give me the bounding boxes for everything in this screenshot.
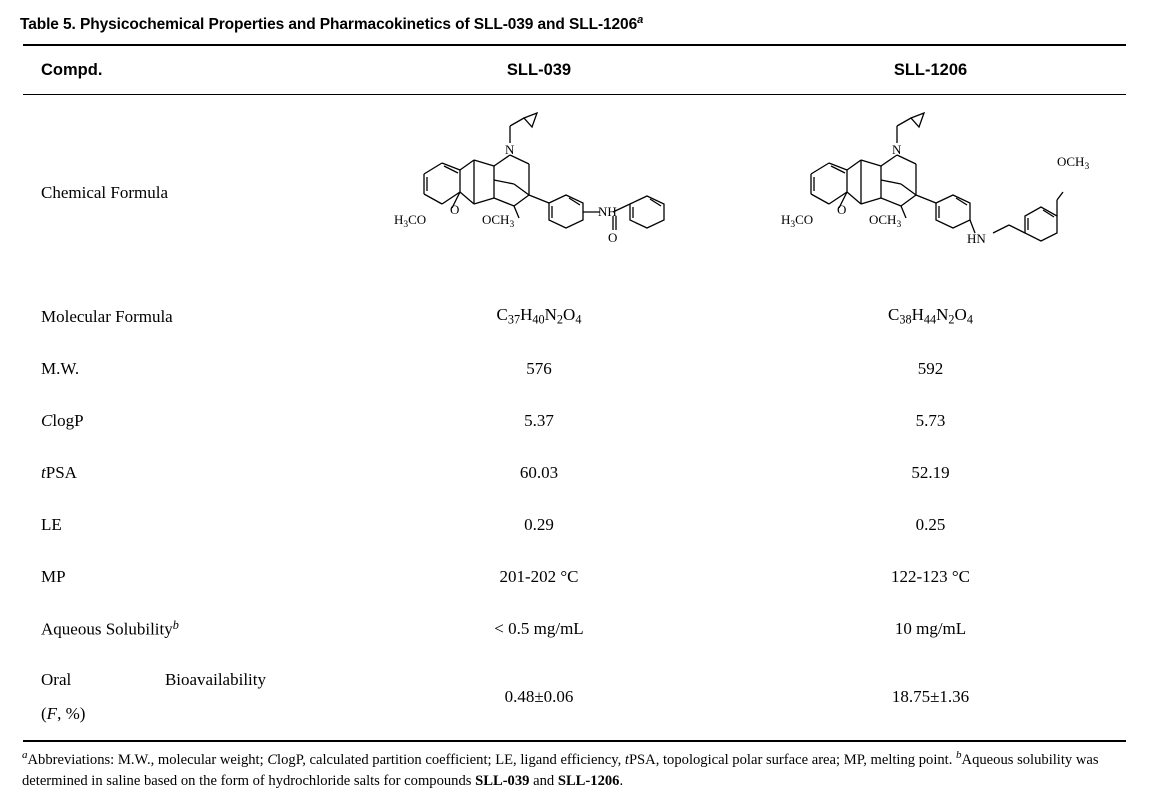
oral-label-word-bioavailability: Bioavailability (164, 669, 266, 689)
value-mp-a: 201-202 °C (499, 566, 579, 586)
table-row (23, 95, 1126, 291)
value-aqueous-solubility-b: 10 mg/mL (894, 618, 967, 638)
row-label-aqueous-solubility-text: Aqueous Solubility (41, 619, 173, 639)
row-label-mw: M.W. (41, 359, 80, 379)
caption-footnote-marker: a (637, 14, 644, 26)
svg-text:OCH3: $OCH_3$ (482, 212, 515, 231)
table-row (23, 655, 1126, 741)
value-clogp-a: 5.37 (524, 410, 554, 430)
oral-label-word-oral: Oral (41, 669, 72, 689)
morphinan-methoxybenzylamine-structure-icon (761, 100, 1101, 280)
svg-text:O: O (836, 202, 846, 218)
morphinan-benzamide-structure-icon (374, 100, 704, 280)
row-label-aqueous-solubility-sup: b (172, 617, 179, 632)
value-molecular-formula-b: $C_{38}H_{44}N_2O_4$ (888, 305, 973, 327)
svg-text:HN: HN (966, 231, 986, 247)
row-label-le: LE (41, 515, 62, 535)
svg-text:OCH3: $OCH_3$ (868, 212, 901, 231)
properties-table (23, 44, 1126, 742)
svg-text:O: O (450, 202, 460, 218)
value-mw-b: 592 (917, 358, 944, 378)
value-le-b: 0.25 (915, 514, 946, 534)
svg-text:H3CO: $H_3CO$ (780, 212, 813, 231)
footnote-text-b-pre: Aqueous solubility was determined in saline based on the form of hydrochloride salts for compounds (22, 751, 1099, 790)
table-row (23, 447, 1126, 499)
value-oral-bioavailability-b: 18.75±1.36 (735, 655, 1126, 741)
table-row (23, 499, 1126, 551)
oral-label-line2: (F, %) (41, 704, 86, 724)
table-row (23, 343, 1126, 395)
value-le-a: 0.29 (524, 514, 554, 534)
row-label-clogp: ClogP (41, 411, 84, 431)
footnote-text-b-mid: and (529, 773, 558, 790)
table-row (23, 395, 1126, 447)
value-tpsa-a: 60.03 (519, 462, 559, 482)
structure-sll-1206 (735, 95, 1126, 291)
value-molecular-formula-a: $C_{37}H_{40}N_2O_4$ (496, 305, 582, 327)
svg-text:N: N (505, 142, 515, 158)
table-row (23, 551, 1126, 603)
footnote-text-b-post: . (619, 773, 624, 790)
svg-text:H3CO: $H_3CO$ (394, 212, 427, 231)
value-tpsa-b: 52.19 (911, 462, 950, 482)
table-caption-text: Table 5. Physicochemical Properties and Pharmacokinetics of SLL-039 and SLL-1206 (20, 16, 638, 34)
value-mp-b: 122-123 °C (890, 566, 971, 586)
footnote-compound-2: SLL-1206 (557, 773, 620, 790)
table-row (23, 291, 1126, 343)
value-clogp-b: 5.73 (915, 410, 946, 430)
table-caption (20, 14, 1137, 34)
table-footnote (22, 748, 1134, 792)
row-label-mp: MP (41, 567, 66, 587)
footnote-marker-a: a (22, 749, 28, 761)
footnote-text-a: Abbreviations: M.W., molecular weight; ClogP, calculated partition coefficient; LE, ligand efficiency, tPSA, topological polar surface area; MP, melting point. (27, 751, 957, 768)
footnote-marker-b: b (956, 749, 962, 761)
row-label-oral-bioavailability (23, 655, 343, 741)
svg-text:OCH3: $OCH_3$ (1056, 154, 1089, 173)
table-row (23, 603, 1126, 655)
value-oral-bioavailability-a: 0.48±0.06 (343, 655, 735, 741)
header-sll-039: SLL-039 (343, 45, 735, 95)
row-label-molecular-formula: Molecular Formula (41, 307, 173, 327)
row-label-chemical-formula: Chemical Formula (23, 95, 343, 291)
row-label-tpsa: tPSA (41, 463, 77, 483)
header-sll-1206: SLL-1206 (735, 45, 1126, 95)
svg-text:O: O (608, 230, 618, 246)
header-compd: Compd. (23, 45, 343, 95)
value-aqueous-solubility-a: < 0.5 mg/mL (494, 618, 584, 638)
value-mw-a: 576 (526, 358, 552, 378)
svg-text:NH: NH (598, 204, 617, 220)
row-label-aqueous-solubility (23, 603, 343, 655)
oral-label-line1 (41, 664, 266, 696)
table-header-row (23, 45, 1126, 95)
structure-sll-039 (343, 95, 735, 291)
footnote-compound-1: SLL-039 (475, 773, 530, 790)
svg-text:N: N (891, 142, 901, 158)
